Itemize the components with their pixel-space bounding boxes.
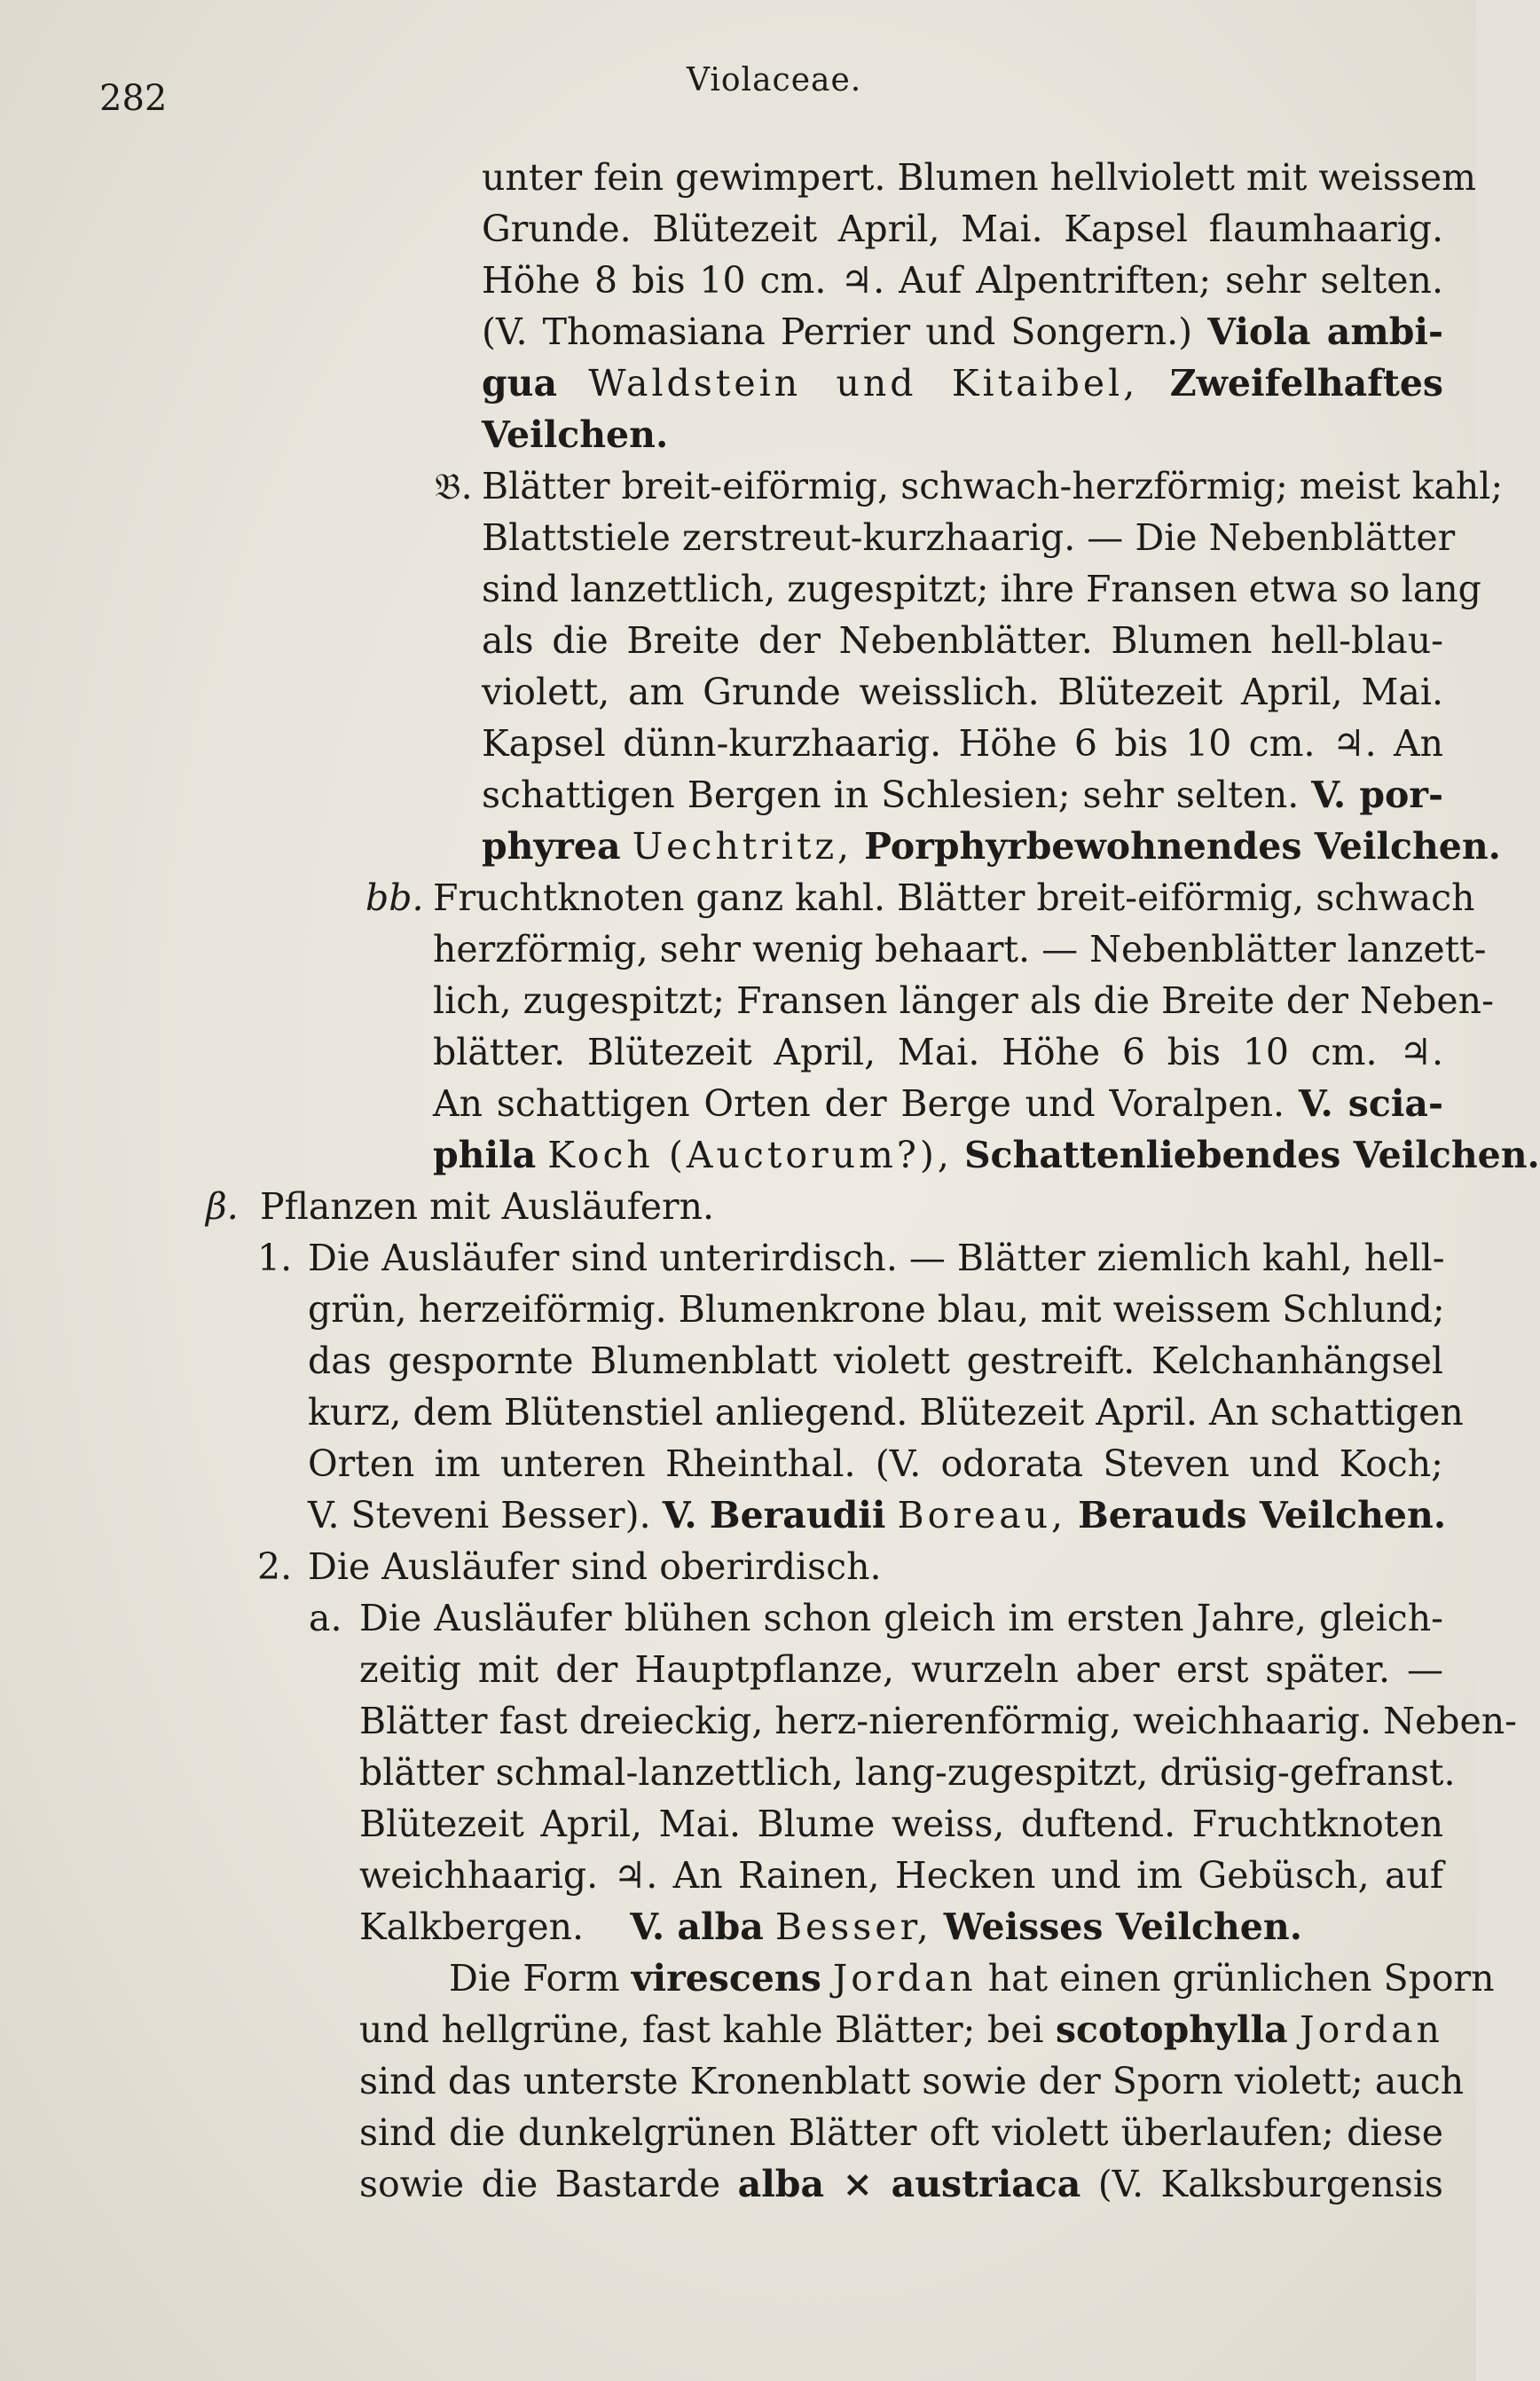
form-name: virescens [631,1957,821,2000]
item-marker: 1. [257,1237,293,1279]
text-line: das gespornte Blumenblatt violett gestreift. Kelchanhängsel [308,1340,1443,1382]
item-marker: 𝔅. [435,465,473,507]
common-name: Schattenliebendes Veilchen. [963,1134,1540,1176]
text-line [359,2163,1443,2205]
author-name: Uechtritz, [632,825,853,868]
species-name: Viola ambi- [1207,310,1443,353]
author-name: Koch (Auctorum?), [547,1134,953,1176]
text-line: Orten im unteren Rheinthal. (V. odorata Steven und Koch; [308,1442,1443,1485]
text-line [482,825,1501,868]
common-name: Porphyrbewohnendes Veilchen. [864,825,1501,868]
text-line: Pflanzen mit Ausläufern. [260,1185,715,1228]
text-line: Fruchtknoten ganz kahl. Blätter breit-eiförmig, schwach [433,876,1475,919]
synonym-text: (V. Thomasiana Perrier und Songern.) [482,310,1193,353]
text-run: hat einen grünlichen Sporn [987,1957,1495,2000]
text-line: weichhaarig. ♃. An Rainen, Hecken und im Gebüsch, auf [359,1854,1443,1897]
text-line: kurz, dem Blütenstiel anliegend. Blütezeit April. An schattigen [308,1391,1464,1434]
author-name: Jordan [1300,2008,1443,2051]
text-line: Blütezeit April, Mai. Blume weiss, duftend. Fruchtknoten [359,1803,1443,1845]
common-name: Zweifelhaftes [1169,362,1443,405]
synonym-text: V. Steveni Besser). [308,1494,651,1536]
text-line: violett, am Grunde weisslich. Blütezeit April, Mai. [482,671,1443,713]
common-name: Berauds Veilchen. [1078,1494,1447,1536]
text-line: zeitig mit der Hauptpflanze, wurzeln aber erst später. — [359,1648,1443,1691]
common-name: Veilchen. [482,413,669,456]
text-line: Kapsel dünn-kurzhaarig. Höhe 6 bis 10 cm. ♃. An [482,722,1443,765]
text-line: Die Ausläufer sind unterirdisch. — Blätter ziemlich kahl, hell- [308,1237,1445,1279]
item-marker: a. [309,1597,342,1639]
text-line: Blätter breit-eiförmig, schwach-herzförmig; meist kahl; [482,465,1504,507]
item-marker: 2. [257,1545,293,1588]
text-line: Blattstiele zerstreut-kurzhaarig. — Die Nebenblätter [482,516,1456,559]
item-marker: β. [206,1185,239,1228]
text-line [308,1494,1447,1536]
page-number: 282 [99,78,168,119]
running-head: Violaceae. [687,62,862,98]
text-line: unter fein gewimpert. Blumen hellviolett mit weissem [482,156,1477,199]
item-marker: bb. [365,876,424,919]
text-line: Höhe 8 bis 10 cm. ♃. Auf Alpentriften; sehr selten. [482,259,1443,302]
author-name: Jordan [832,1957,977,2000]
text-line [482,310,1443,353]
author-name: Besser, [774,1906,932,1948]
author-name: Boreau, [897,1494,1067,1536]
text-line: lich, zugespitzt; Fransen länger als die Breite der Neben- [433,979,1494,1022]
habitat-text: Kalkbergen. [359,1906,585,1948]
text-line: sind lanzettlich, zugespitzt; ihre Fransen etwa so lang [482,568,1481,610]
species-name: V. por- [1311,774,1443,816]
common-name: Weisses Veilchen. [943,1906,1302,1948]
habitat-text: An schattigen Orten der Berge und Voralpen. [433,1082,1285,1125]
author-name: Waldstein und Kitaibel, [588,362,1139,405]
form-name: scotophylla [1055,2008,1288,2051]
text-line: Die Ausläufer sind oberirdisch. [308,1545,882,1588]
species-name: V. alba [630,1906,764,1948]
text-line: grün, herzeiförmig. Blumenkrone blau, mit weissem Schlund; [308,1288,1445,1331]
text-run: (V. Kalksburgensis [1097,2163,1443,2205]
text-line [482,413,669,456]
text-line: Grunde. Blütezeit April, Mai. Kapsel flaumhaarig. [482,208,1443,250]
species-name: V. Beraudii [662,1494,886,1536]
text-line: sind das unterste Kronenblatt sowie der Sporn violett; auch [359,2060,1465,2102]
text-line [433,1082,1443,1125]
text-line: blätter schmal-lanzettlich, lang-zugespitzt, drüsig-gefranst. [359,1751,1456,1794]
text-line: Die Ausläufer blühen schon gleich im ersten Jahre, gleich- [359,1597,1443,1639]
text-line: herzförmig, sehr wenig behaart. — Nebenblätter lanzett- [433,928,1487,970]
text-line [359,2008,1443,2051]
text-line: Blätter fast dreieckig, herz-nierenförmig, weichhaarig. Neben- [359,1700,1518,1742]
text-line [482,362,1443,405]
text-line [482,774,1443,816]
text-line [433,1134,1540,1176]
habitat-text: schattigen Bergen in Schlesien; sehr selten. [482,774,1300,816]
text-line: blätter. Blütezeit April, Mai. Höhe 6 bis 10 cm. ♃. [433,1031,1443,1073]
text-run: Die Form [449,1957,620,2000]
text-run: sowie die Bastarde [359,2163,721,2205]
text-line: sind die dunkelgrünen Blätter oft violett überlaufen; diese [359,2111,1443,2154]
hybrid-name: alba × austriaca [737,2163,1081,2205]
text-line [449,1957,1495,2000]
species-name: phila [433,1134,537,1176]
species-name: V. scia- [1298,1082,1443,1125]
species-name: gua [482,362,558,405]
species-name: phyrea [482,825,621,868]
text-line [359,1906,1302,1948]
text-run: und hellgrüne, fast kahle Blätter; bei [359,2008,1044,2051]
text-line: als die Breite der Nebenblätter. Blumen hell-blau- [482,619,1443,662]
